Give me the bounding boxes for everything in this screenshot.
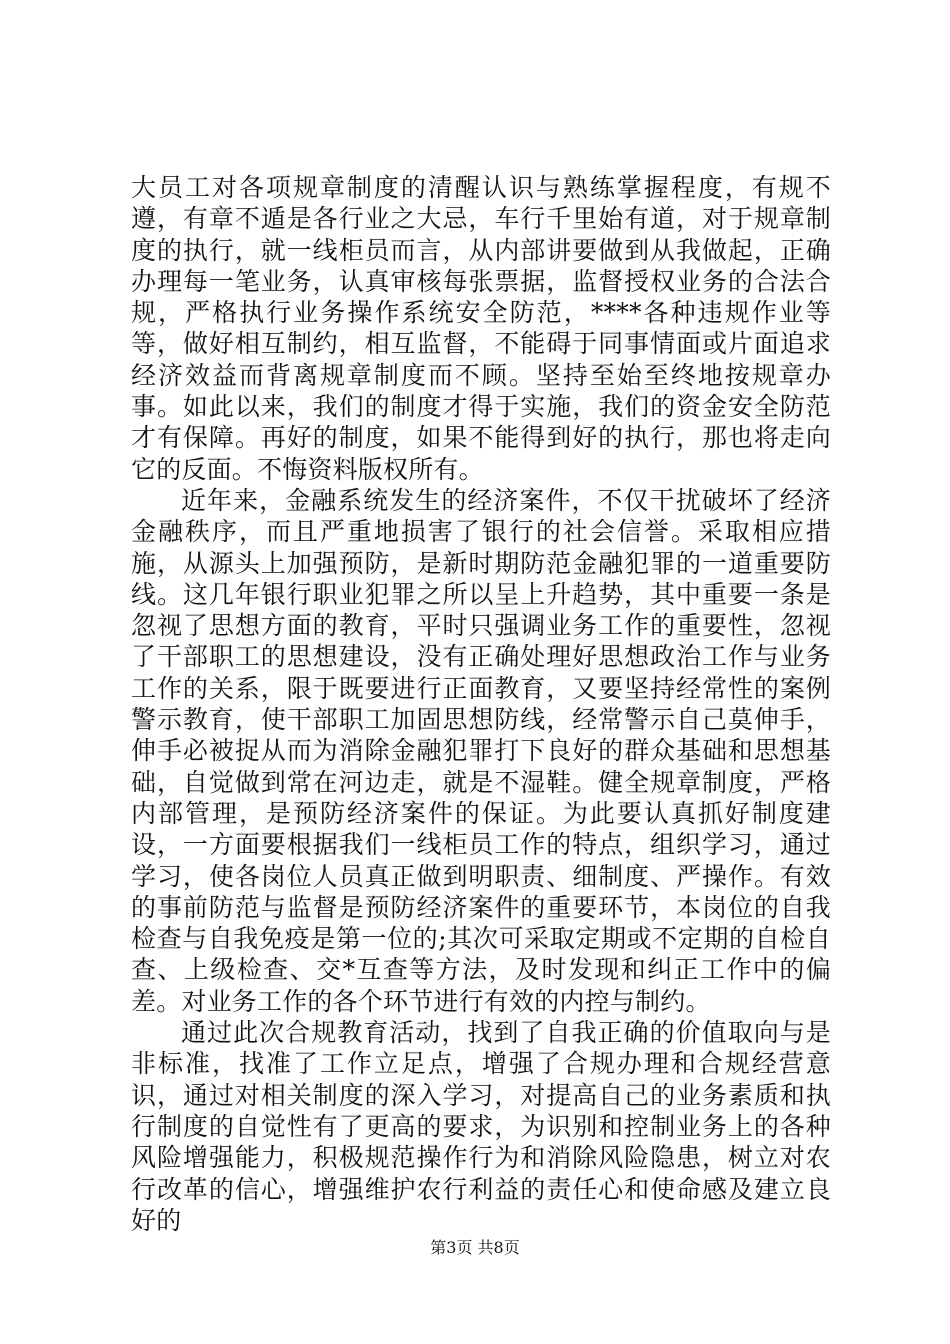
document-body xyxy=(131,172,831,1236)
page-footer: 第3页 共8页 xyxy=(430,1238,520,1257)
paragraph-3: 通过此次合规教育活动，找到了自我正确的价值取向与是非标准，找准了工作立足点，增强了合规办理和合规经营意识，通过对相关制度的深入学习，对提高自己的业务素质和执行制度的自觉性有了更高的要求，为识别和控制业务上的各种风险增强能力，积极规范操作行为和消除风险隐患，树立对农行改革的信心，增强维护农行利益的责任心和使命感及建立良好的 xyxy=(131,1018,831,1235)
paragraph-1: 大员工对各项规章制度的清醒认识与熟练掌握程度，有规不遵，有章不遁是各行业之大忌，车行千里始有道，对于规章制度的执行，就一线柜员而言，从内部讲要做到从我做起，正确办理每一笔业务，认真审核每张票据，监督授权业务的合法合规，严格执行业务操作系统安全防范，****各种违规作业等等，做好相互制约，相互监督，不能碍于同事情面或片面追求经济效益而背离规章制度而不顾。坚持至始至终地按规章办事。如此以来，我们的制度才得于实施，我们的资金安全防范才有保障。再好的制度，如果不能得到好的执行，那也将走向它的反面。不悔资料版权所有。 xyxy=(131,173,831,484)
paragraph-2: 近年来，金融系统发生的经济案件，不仅干扰破坏了经济金融秩序，而且严重地损害了银行的社会信誉。采取相应措施，从源头上加强预防，是新时期防范金融犯罪的一道重要防线。这几年银行职业犯罪之所以呈上升趋势，其中重要一条是忽视了思想方面的教育，平时只强调业务工作的重要性，忽视了干部职工的思想建设，没有正确处理好思想政治工作与业务工作的关系，限于既要进行正面教育，又要坚持经常性的案例警示教育，使干部职工加固思想防线，经常警示自己莫伸手，伸手必被捉从而为消除金融犯罪打下良好的群众基础和思想基础，自觉做到常在河边走，就是不湿鞋。健全规章制度，严格内部管理，是预防经济案件的保证。为此要认真抓好制度建设，一方面要根据我们一线柜员工作的特点，组织学习，通过学习，使各岗位人员真正做到明职责、细制度、严操作。有效的事前防范与监督是预防经济案件的重要环节，本岗位的自我检查与自我免疫是第一位的;其次可采取定期或不定期的自检自查、上级检查、交*互查等方法，及时发现和纠正工作中的偏差。对业务工作的各个环节进行有效的内控与制约。 xyxy=(131,485,831,1016)
